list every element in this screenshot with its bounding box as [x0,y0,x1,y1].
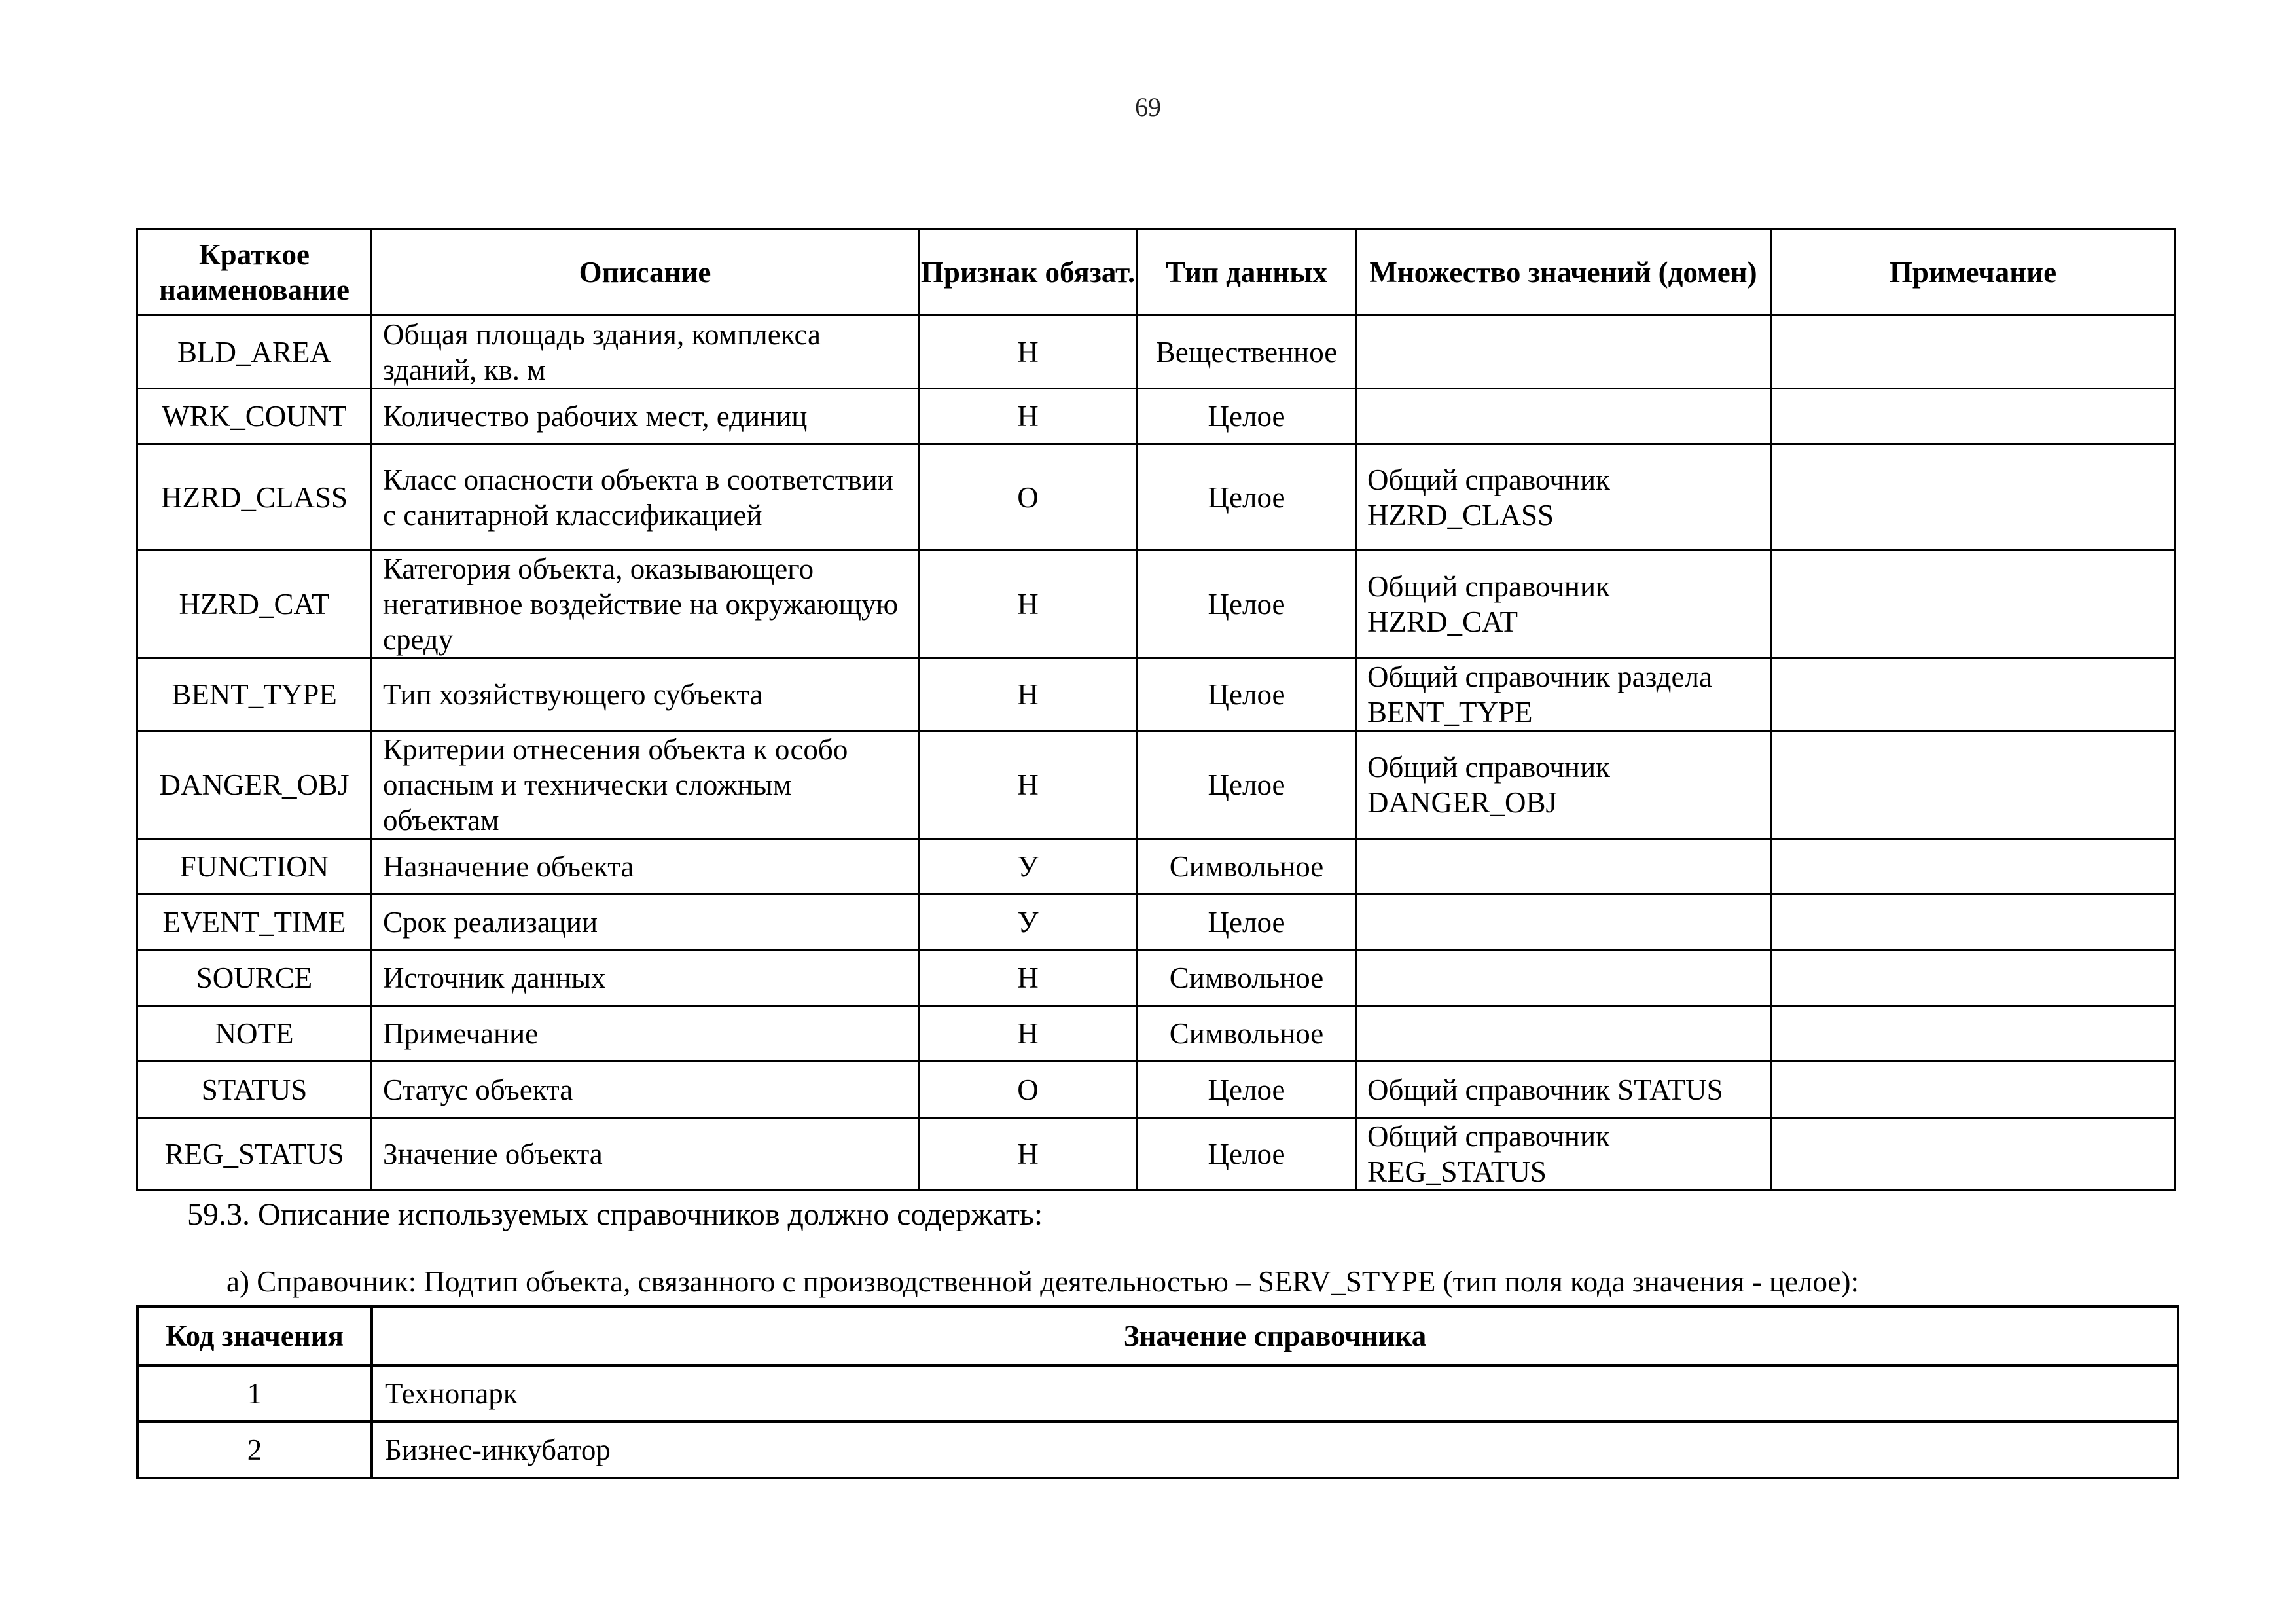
cell-code: NOTE [137,1006,372,1062]
cell-domain: Общий справочник DANGER_OBJ [1356,731,1771,839]
cell-description: Общая площадь здания, комплекса зданий, кв. м [372,316,919,389]
cell-required: Н [919,389,1138,444]
cell-note [1771,839,2176,894]
cell-note [1771,550,2176,659]
cell-note [1771,659,2176,731]
cell-note [1771,1118,2176,1191]
cell-description: Значение объекта [372,1118,919,1191]
cell-description: Критерии отнесения объекта к особо опасным и технически сложным объектам [372,731,919,839]
cell-note [1771,1006,2176,1062]
cell-required: Н [919,950,1138,1006]
cell-code: SOURCE [137,950,372,1006]
cell-code: BENT_TYPE [137,659,372,731]
cell-code: HZRD_CLASS [137,444,372,550]
section-title: 59.3. Описание используемых справочников должно содержать: [187,1197,1043,1232]
table-row [137,1006,2176,1062]
cell-code: REG_STATUS [137,1118,372,1191]
table-row [137,1062,2176,1118]
cell-note [1771,894,2176,950]
cell-description: Количество рабочих мест, единиц [372,389,919,444]
cell-type: Символьное [1138,839,1356,894]
cell-domain: Общий справочник REG_STATUS [1356,1118,1771,1191]
cell-domain: Общий справочник HZRD_CLASS [1356,444,1771,550]
cell-domain: Общий справочник STATUS [1356,1062,1771,1118]
cell-description: Класс опасности объекта в соответствии с санитарной классификацией [372,444,919,550]
cell-code: 2 [137,1422,372,1478]
cell-code: WRK_COUNT [137,389,372,444]
cell-type: Целое [1138,1062,1356,1118]
cell-code: HZRD_CAT [137,550,372,659]
page-number: 69 [1135,92,1161,122]
table-row [137,659,2176,731]
cell-required: Н [919,731,1138,839]
cell-required: О [919,444,1138,550]
cell-code: 1 [137,1365,372,1422]
cell-domain [1356,1006,1771,1062]
cell-required: Н [919,1118,1138,1191]
cell-code: FUNCTION [137,839,372,894]
cell-required: У [919,839,1138,894]
cell-type: Символьное [1138,950,1356,1006]
cell-type: Целое [1138,659,1356,731]
table-row [137,316,2176,389]
cell-domain [1356,950,1771,1006]
cell-code: DANGER_OBJ [137,731,372,839]
cell-note [1771,950,2176,1006]
cell-type: Целое [1138,1118,1356,1191]
cell-code: BLD_AREA [137,316,372,389]
cell-description: Назначение объекта [372,839,919,894]
header-required: Признак обязат. [919,230,1138,316]
cell-description: Источник данных [372,950,919,1006]
dictionary-table [136,1305,2179,1479]
cell-type: Целое [1138,731,1356,839]
header-value-code: Код значения [137,1307,372,1365]
cell-code: STATUS [137,1062,372,1118]
cell-description: Срок реализации [372,894,919,950]
header-dictionary-value: Значение справочника [372,1307,2178,1365]
table-row [137,550,2176,659]
cell-type: Целое [1138,894,1356,950]
cell-domain [1356,389,1771,444]
cell-domain [1356,839,1771,894]
table-row [137,389,2176,444]
table-row [137,1118,2176,1191]
cell-note [1771,389,2176,444]
table-row [137,950,2176,1006]
cell-note [1771,444,2176,550]
cell-note [1771,1062,2176,1118]
cell-description: Тип хозяйствующего субъекта [372,659,919,731]
cell-description: Категория объекта, оказывающего негативное воздействие на окружающую среду [372,550,919,659]
cell-description: Статус объекта [372,1062,919,1118]
cell-code: EVENT_TIME [137,894,372,950]
cell-domain: Общий справочник HZRD_CAT [1356,550,1771,659]
cell-domain [1356,894,1771,950]
cell-note [1771,316,2176,389]
cell-description: Примечание [372,1006,919,1062]
cell-required: Н [919,550,1138,659]
table-row [137,1422,2178,1478]
header-description: Описание [372,230,919,316]
cell-required: Н [919,1006,1138,1062]
cell-domain [1356,316,1771,389]
dictionary-caption: а) Справочник: Подтип объекта, связанного с производственной деятельностью – SERV_STYPE (тип поля кода значения - целое): [226,1265,1859,1298]
cell-domain: Общий справочник раздела BENT_TYPE [1356,659,1771,731]
header-data-type: Тип данных [1138,230,1356,316]
header-domain: Множество значений (домен) [1356,230,1771,316]
cell-type: Целое [1138,389,1356,444]
table-header-row [137,1307,2178,1365]
cell-value: Бизнес-инкубатор [372,1422,2178,1478]
header-note: Примечание [1771,230,2176,316]
cell-type: Символьное [1138,1006,1356,1062]
cell-type: Вещественное [1138,316,1356,389]
cell-value: Технопарк [372,1365,2178,1422]
table-header-row [137,230,2176,316]
cell-required: У [919,894,1138,950]
cell-required: Н [919,316,1138,389]
cell-required: О [919,1062,1138,1118]
cell-type: Целое [1138,444,1356,550]
table-row [137,444,2176,550]
cell-type: Целое [1138,550,1356,659]
header-short-name: Краткое наименование [137,230,372,316]
attributes-table [136,228,2176,1191]
table-row [137,731,2176,839]
cell-note [1771,731,2176,839]
table-row [137,1365,2178,1422]
cell-required: Н [919,659,1138,731]
table-row [137,894,2176,950]
table-row [137,839,2176,894]
